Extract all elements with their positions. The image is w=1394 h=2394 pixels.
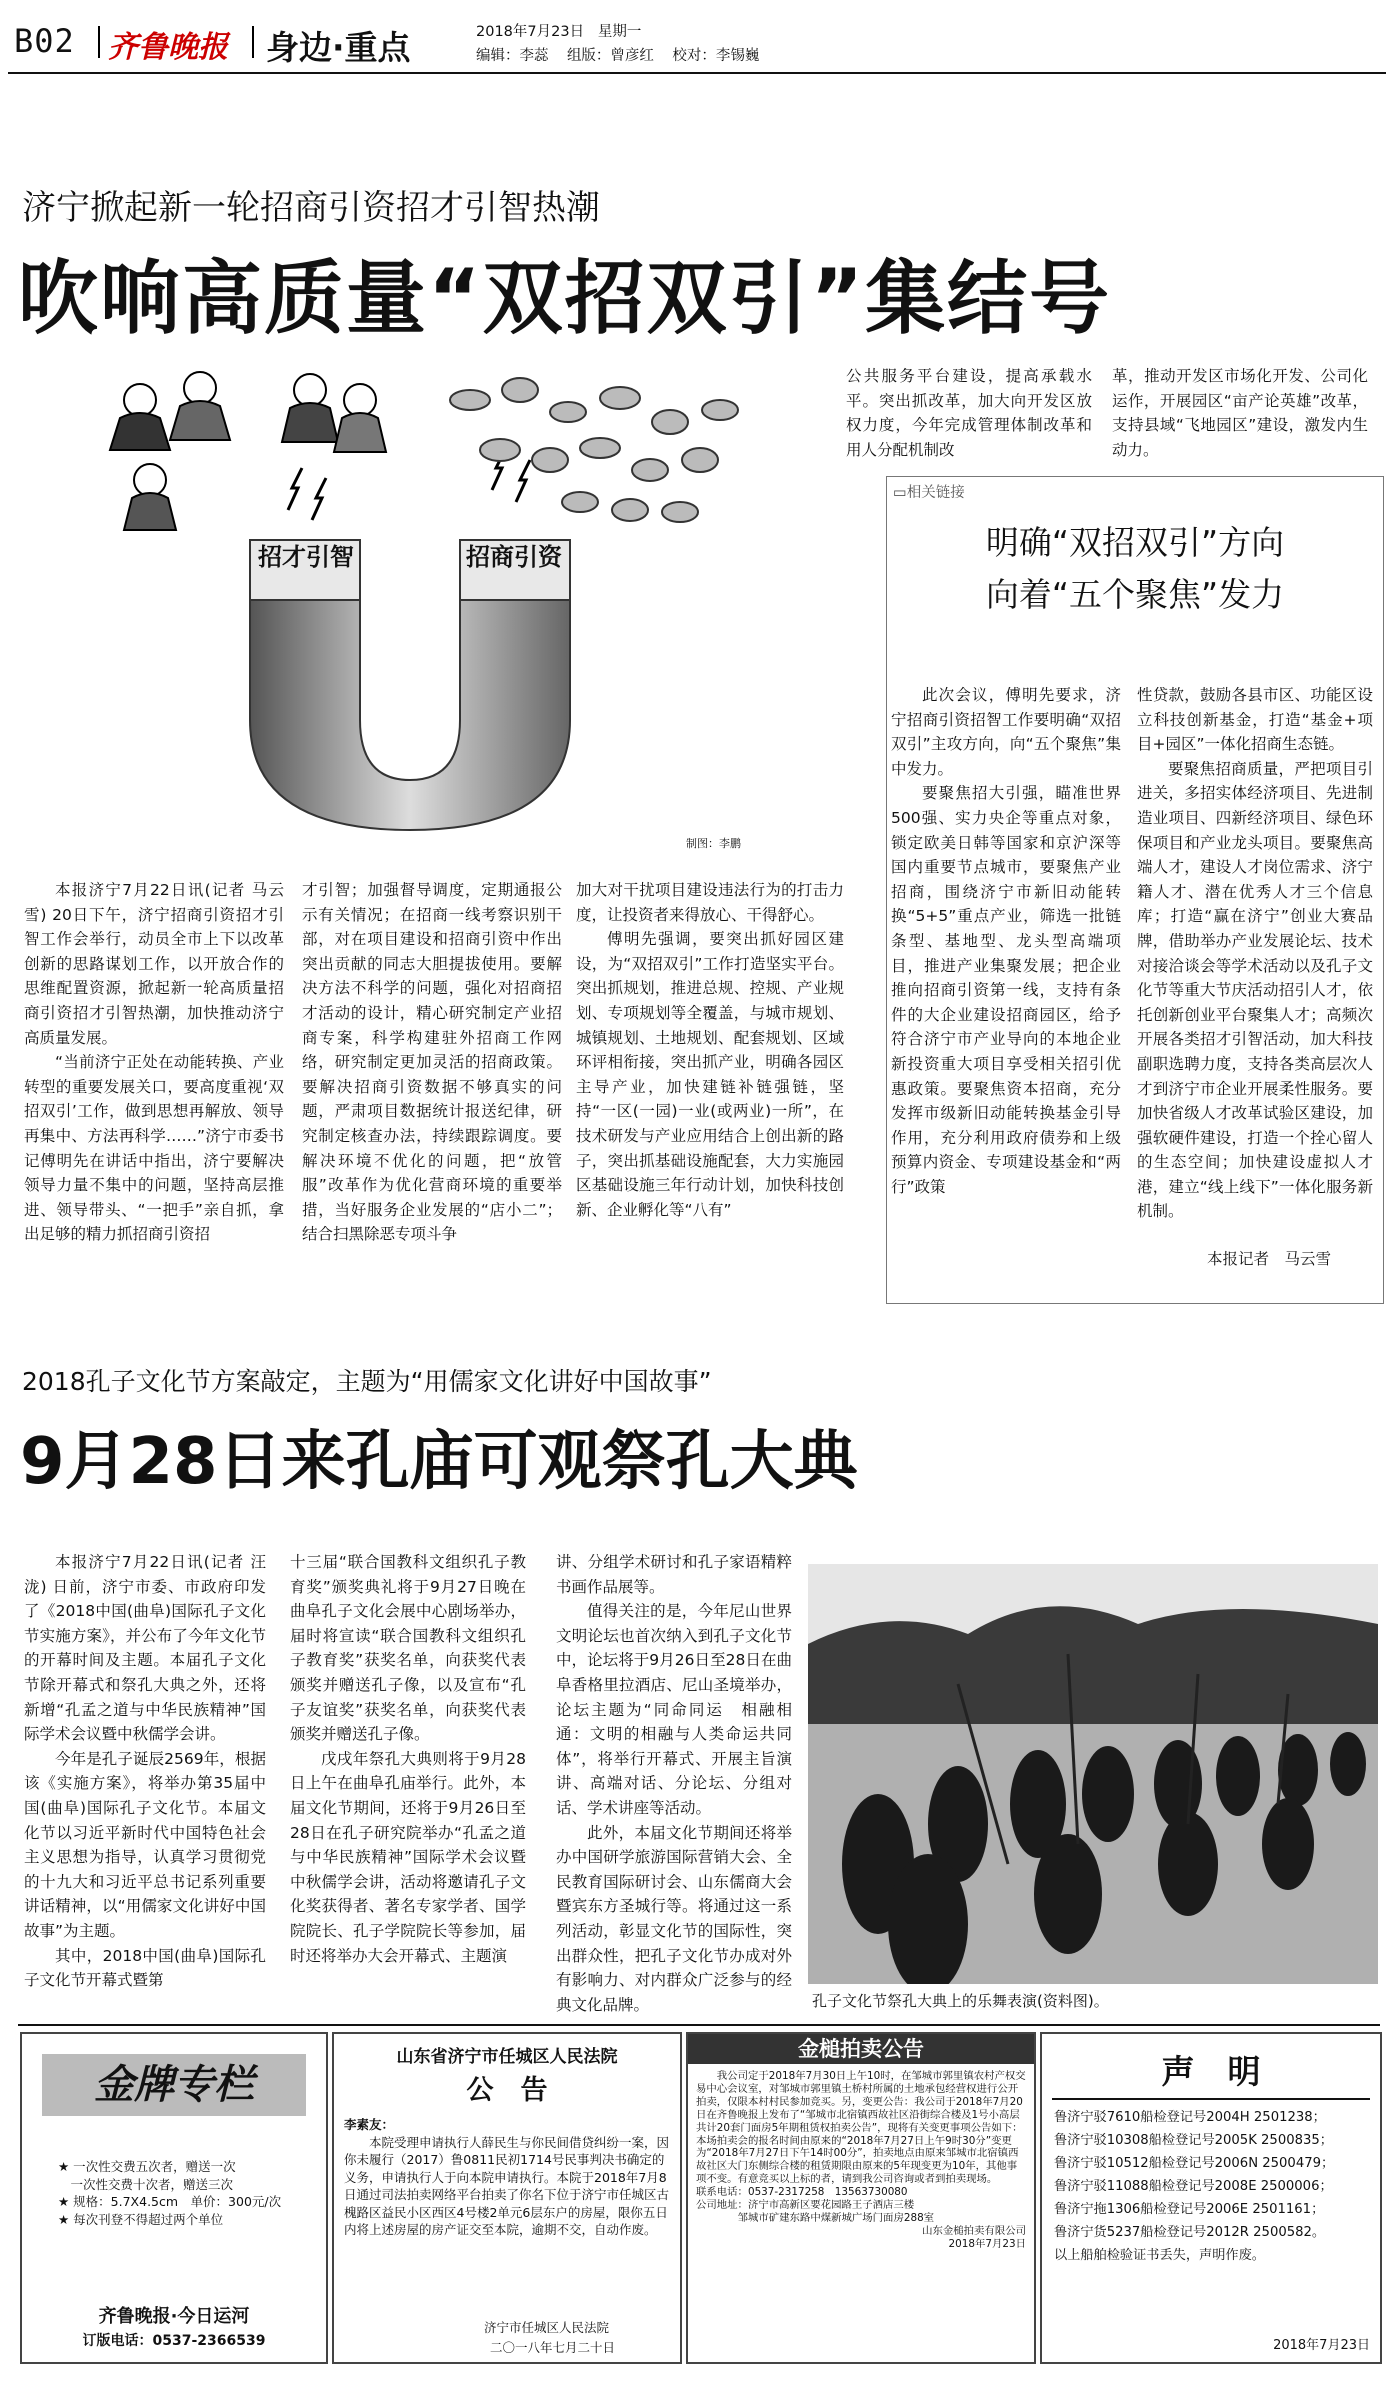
related-col1 xyxy=(891,683,1121,1271)
statement-rule xyxy=(1052,2098,1370,2100)
court-date: 二〇一八年七月二十日 xyxy=(490,2340,616,2355)
auction-date: 2018年7月23日 xyxy=(948,2237,1026,2250)
paragraph: 加大对干扰项目建设违法行为的打击力度，让投资者来得放心、干得舒心。 xyxy=(576,881,844,924)
paragraph: 十三届“联合国教科文组织孔子教育奖”颁奖典礼将于9月27日晚在曲阜孔子文化会展中心剧场举办，届时将宣读“联合国教科文组织孔子教育奖”获奖名单，向获奖代表颁奖并赠送孔子像，以及宣布“孔子友谊奖”获奖名单，向获奖代表颁奖并赠送孔子像。 xyxy=(290,1553,526,1744)
statement-item: 鲁济宁驳7610船检登记号2004H 2501238； xyxy=(1054,2110,1326,2125)
auction-title: 金槌拍卖公告 xyxy=(688,2034,1034,2064)
paragraph: 性贷款，鼓励各县市区、功能区设立科技创新基金，打造“基金+项目+园区”一体化招商生态链。 xyxy=(1137,686,1373,754)
paragraph: 讲、分组学术研讨和孔子家语精粹书画作品展等。 xyxy=(556,1553,792,1596)
related-byline: 本报记者 马云雪 xyxy=(1207,1250,1332,1268)
paragraph: 值得关注的是，今年尼山世界文明论坛也首次纳入到孔子文化节中，论坛将于9月26日至28日在曲阜香格里拉酒店、尼山圣境举办，论坛主题为“同命同运 相融相通：文明的相融与人类命运共同体”，将举行开幕式、开展主旨演讲、高端对话、分论坛、分组对话、学术讲座等活动。 xyxy=(556,1602,792,1817)
masthead xyxy=(0,0,1394,72)
magnet-illustration xyxy=(80,360,840,840)
auction-body xyxy=(696,2070,1026,2356)
related-label-text: 相关链接 xyxy=(906,485,965,501)
paragraph: 本报济宁7月22日讯(记者 马云雪) 20日下午，济宁招商引资招才引智工作会举行，动员全市上下以改革创新的思路谋划工作，以开放合作的思维配置资源，掀起新一轮高质量招商引资招才引智热潮，加快推动济宁高质量发展。 xyxy=(24,881,284,1047)
magnet-graphic xyxy=(80,360,840,840)
statement-notice xyxy=(1040,2032,1382,2364)
story1-kicker: 济宁掀起新一轮招商引资招才引智热潮 xyxy=(22,188,600,228)
paragraph: 要聚焦招商质量，严把项目引进关，多招实体经济项目、先进制造业项目、四新经济项目、绿色环保项目和产业龙头项目。要聚焦高端人才，建设人才岗位需求、济宁籍人才、潜在优秀人才三个信息库；打造“赢在济宁”创业大赛品牌，借助举办产业发展论坛、技术对接洽谈会等学术活动以及孔子文化节等重大节庆活动招引人才，依托创新创业平台聚集人才；高频次开展各类招才引智活动，加大科技副职选聘力度，支持各类高层次人才到济宁市企业开展柔性服务。要加快省级人才改革试验区建设，加强软硬件建设，打造一个拴心留人的生态空间；加快建设虚拟人才港，建立“线上线下”一体化服务新机制。 xyxy=(1137,759,1373,1221)
staff-credits xyxy=(476,44,759,65)
related-title-line2: 向着“五个聚焦”发力 xyxy=(985,575,1285,614)
masthead-divider xyxy=(252,26,254,58)
gold-ad-phone: 订版电话：0537-2366539 xyxy=(82,2333,266,2349)
court-text: 本院受理申请执行人薛民生与你民间借贷纠纷一案，因你未履行（2017）鲁0811民初1714号民事判决书确定的义务，申请执行人于向本院申请执行。本院于2018年7月8日通过司法拍卖网络平台拍卖了你名下位于济宁市任城区古槐路区益民小区西区4号楼2单元6层东户的房屋，限你五日内将上述房屋的房产证交至本院，逾期不交，自动作废。 xyxy=(344,2134,670,2237)
story1-col5-top xyxy=(1112,364,1368,464)
paragraph: 革，推动开发区市场化开发、公司化运作，开展园区“亩产论英雄”改革，支持县域“飞地园区”建设，激发内生动力。 xyxy=(1112,367,1368,459)
gold-ad-brand: 齐鲁晚报·今日运河 xyxy=(98,2306,250,2327)
court-notice xyxy=(332,2032,682,2364)
paragraph: 公共服务平台建设，提高承载水平。突出抓改革，加大向开发区放权力度，今年完成管理体制改革和用人分配机制改 xyxy=(846,367,1092,459)
related-col2 xyxy=(1137,683,1373,1247)
story2-col1 xyxy=(24,1550,266,2016)
statement-item: 鲁济宁货5237船检登记号2012R 2500582。 xyxy=(1054,2225,1326,2240)
magnet-label-investment: 招商引资 xyxy=(466,543,562,571)
court-body xyxy=(344,2116,670,2316)
story2-kicker: 2018孔子文化节方案敲定，主题为“用儒家文化讲好中国故事” xyxy=(22,1367,712,1396)
paragraph: 傅明先强调，要突出抓好园区建设，为“双招双引”工作打造坚实平台。突出抓规划，推进总规、控规、产业规划、专项规划等全覆盖，与城市规划、城镇规划、土地规划、配套规划、区域环评相衔接，突出抓产业，明确各园区主导产业，加快建链补链强链，坚持“一区(一园)一业(或两业)一所”，在技术研发与产业应用结合上创出新的路子，突出抓基础设施配套，大力实施园区基础设施三年行动计划，加快科技创新、企业孵化等“八有” xyxy=(576,930,844,1219)
salutation: 李素友： xyxy=(344,2117,395,2132)
paragraph: 戊戌年祭孔大典则将于9月28日上午在曲阜孔庙举行。此外，本届文化节期间，还将于9月26日至28日在孔子研究院举办“孔孟之道与中华民族精神”国际学术会议暨中秋儒学会讲，活动将邀请孔子文化奖获得者、著名专家学者、国学院院长、孔子学院院长等参加，届时还将举办大会开幕式、主题演 xyxy=(290,1749,526,1965)
statement-list xyxy=(1054,2106,1374,2267)
illustration-credit: 制图：李鹏 xyxy=(686,837,741,850)
paragraph: 此次会议，傅明先要求，济宁招商引资招智工作要明确“双招双引”主攻方向，向“五个聚焦”集中发力。 xyxy=(891,686,1121,778)
paragraph: “当前济宁正处在动能转换、产业转型的重要发展关口，要高度重视‘双招双引’工作，做到思想再解放、领导再集中、方法再科学……”济宁市委书记傅明先在讲话中指出，济宁要解决领导力量不集中的问题，坚持高层推进、领导带头、“一把手”亲自抓，拿出足够的精力抓招商引资招 xyxy=(24,1053,284,1244)
story1-col2 xyxy=(302,878,562,1308)
statement-item: 鲁济宁驳10308船检登记号2005K 2500835； xyxy=(1054,2133,1333,2148)
page-number: B02 xyxy=(14,22,75,60)
layout-editor: 组版：曾彦红 xyxy=(566,48,654,64)
term-line: ★ 每次刊登不得超过两个单位 xyxy=(58,2211,224,2227)
magnet-label-talent: 招才引智 xyxy=(258,543,354,571)
story2-col2 xyxy=(290,1550,526,2016)
auction-notice xyxy=(686,2032,1036,2364)
gold-ad-title: 金牌专栏 xyxy=(42,2054,306,2116)
statement-date: 2018年7月23日 xyxy=(1273,2338,1370,2353)
paragraph: 才引智；加强督导调度，定期通报公示有关情况；在招商一线考察识别干部，对在项目建设和招商引资中作出突出贡献的同志大胆提拔使用。要解决方法不科学的问题，强化对招商招才活动的设计，精心研究制定产业招商专案，科学构建驻外招商工作网络，研究制定更加灵活的招商政策。要解决招商引资数据不够真实的问题，严肃项目数据统计报送纪律，研究制定核查办法，持续跟踪调度。要解决环境不优化的问题，把“放管服”改革作为优化营商环境的重要举措，当好服务企业发展的“店小二”；结合扫黑除恶专项斗争 xyxy=(302,881,562,1244)
term-line: 一次性交费十次者，赠送三次 xyxy=(58,2176,234,2192)
editor: 编辑：李蕊 xyxy=(476,48,549,64)
statement-item: 鲁济宁驳11088船检登记号2008E 2500006； xyxy=(1054,2179,1333,2194)
masthead-divider xyxy=(98,26,100,58)
paragraph: 本报济宁7月22日讯(记者 汪泷) 日前，济宁市委、市政府印发了《2018中国(曲阜)国际孔子文化节实施方案》，并公布了今年文化节的开幕时间及主题。本届孔子文化节除开幕式和祭孔大典之外，还将新增“孔孟之道与中华民族精神”国际学术会议暨中秋儒学会讲。 xyxy=(24,1553,266,1744)
proofreader: 校对：李锡巍 xyxy=(672,48,760,64)
statement-item: 以上船舶检验证书丢失，声明作废。 xyxy=(1054,2248,1265,2263)
term-line: ★ 一次性交费五次者，赠送一次 xyxy=(58,2159,236,2174)
weekday: 星期一 xyxy=(597,24,642,40)
paragraph: 此外，本届文化节期间还将举办中国研学旅游国际营销大会、全民教育国际研讨会、山东儒商大会暨宾东方圣城行等。将通过这一系列活动，彰显文化节的国际性，突出群众性，把孔子文化节办成对外有影响力、对内群众广泛参与的经典文化品牌。 xyxy=(556,1823,792,2014)
statement-item: 鲁济宁驳10512船检登记号2006N 2500479； xyxy=(1054,2156,1335,2171)
story1-col3 xyxy=(576,878,844,1308)
story2-col3 xyxy=(556,1550,792,2016)
related-title-line1: 明确“双招双引”方向 xyxy=(985,523,1285,562)
masthead-rule xyxy=(8,72,1386,74)
gold-ad-terms xyxy=(58,2158,318,2228)
photo-graphic xyxy=(808,1564,1378,1984)
auction-contacts: 联系电话：0537-2317258 13563730080 xyxy=(696,2186,908,2199)
paragraph: 今年是孔子诞辰2569年，根据该《实施方案》，将举办第35届中国(曲阜)国际孔子文化节。本届文化节以习近平新时代中国特色社会主义思想为指导，认真学习贯彻党的十九大和习近平总书记系列重要讲话精神，以“用儒家文化讲好中国故事”为主题。 xyxy=(24,1749,266,1940)
section-title: 身边·重点 xyxy=(266,28,411,67)
auction-text: 我公司定于2018年7月30日上午10时，在邹城市郭里镇农村产权交易中心会议室，对邹城市郭里镇土桥村所属的土地承包经营权进行公开拍卖，仅限本村村民参加竞买。另，变更公告：我公司于2018年7月20日在齐鲁晚报上发布了“邹城市北宿镇西故社区沿街综合楼及1号小高层共计20套门面房5年期租赁权拍卖公告”，现将有关变更事项公告如下：本场拍卖会的报名时间由原来的“2018年7月27日上午9时30分”变更为“2018年7月27日下午14时00分”，拍卖地点由原来邹城市北宿镇西故社区大门东侧综合楼的租赁期限由原来的5年现变更为10年，其他事项不变。有意竞买以上标的者，请到我公司咨询或者到拍卖现场。 xyxy=(696,2070,1026,2186)
court-org: 山东省济宁市任城区人民法院 xyxy=(396,2047,618,2067)
court-sign: 济宁市任城区人民法院 xyxy=(484,2320,610,2335)
paragraph: 要聚焦招大引强，瞄准世界500强、实力央企等重点对象，锁定欧美日韩等国家和京沪深等国内重要节点城市，要聚焦产业招商，围绕济宁市新旧动能转换“5+5”重点产业，筛选一批链条型、基地型、龙头型高端项目，推进产业集聚发展；把企业推向招商引资第一线，支持有条件的大企业建设招商园区，给予符合济宁市产业导向的本地企业新投资重大项目享受相关招引优惠政策。要聚焦资本招商，充分发挥市级新旧动能转换基金引导作用，充分利用政府债券和上级预算内资金、专项建设基金和“两行”政策 xyxy=(891,784,1121,1196)
ceremony-photo xyxy=(808,1564,1378,1984)
link-icon: ▭ xyxy=(893,485,907,501)
auction-company: 山东金槌拍卖有限公司 xyxy=(922,2224,1026,2237)
auction-address2: 邹城市矿建东路中煤新城广场门面房288室 xyxy=(737,2211,935,2224)
related-link-box xyxy=(886,476,1384,1304)
term-line: ★ 规格：5.7X4.5cm 单价：300元/次 xyxy=(58,2194,282,2209)
gold-column-ad xyxy=(20,2032,328,2364)
paragraph: 其中，2018中国(曲阜)国际孔子文化节开幕式暨第 xyxy=(24,1946,266,1990)
statement-title: 声 明 xyxy=(1161,2052,1261,2091)
paper-logo: 齐鲁晚报 xyxy=(108,30,228,65)
story1-col4-top xyxy=(846,364,1092,464)
auction-address: 公司地址：济宁市高新区要花园路王子酒店三楼 xyxy=(696,2199,915,2212)
court-title: 公 告 xyxy=(466,2075,548,2106)
story1-col1 xyxy=(24,878,284,1308)
related-link-label xyxy=(893,481,965,502)
statement-item: 鲁济宁拖1306船检登记号2006E 2501161； xyxy=(1054,2202,1325,2217)
photo-caption: 孔子文化节祭孔大典上的乐舞表演(资料图)。 xyxy=(812,1992,1109,2010)
ads-top-rule xyxy=(18,2024,1380,2026)
story2-headline: 9月28日来孔庙可观祭孔大典 xyxy=(20,1425,858,1499)
date: 2018年7月23日 xyxy=(476,24,585,40)
story1-headline: 吹响高质量“双招双引”集结号 xyxy=(18,252,1112,345)
issue-date xyxy=(476,20,641,41)
